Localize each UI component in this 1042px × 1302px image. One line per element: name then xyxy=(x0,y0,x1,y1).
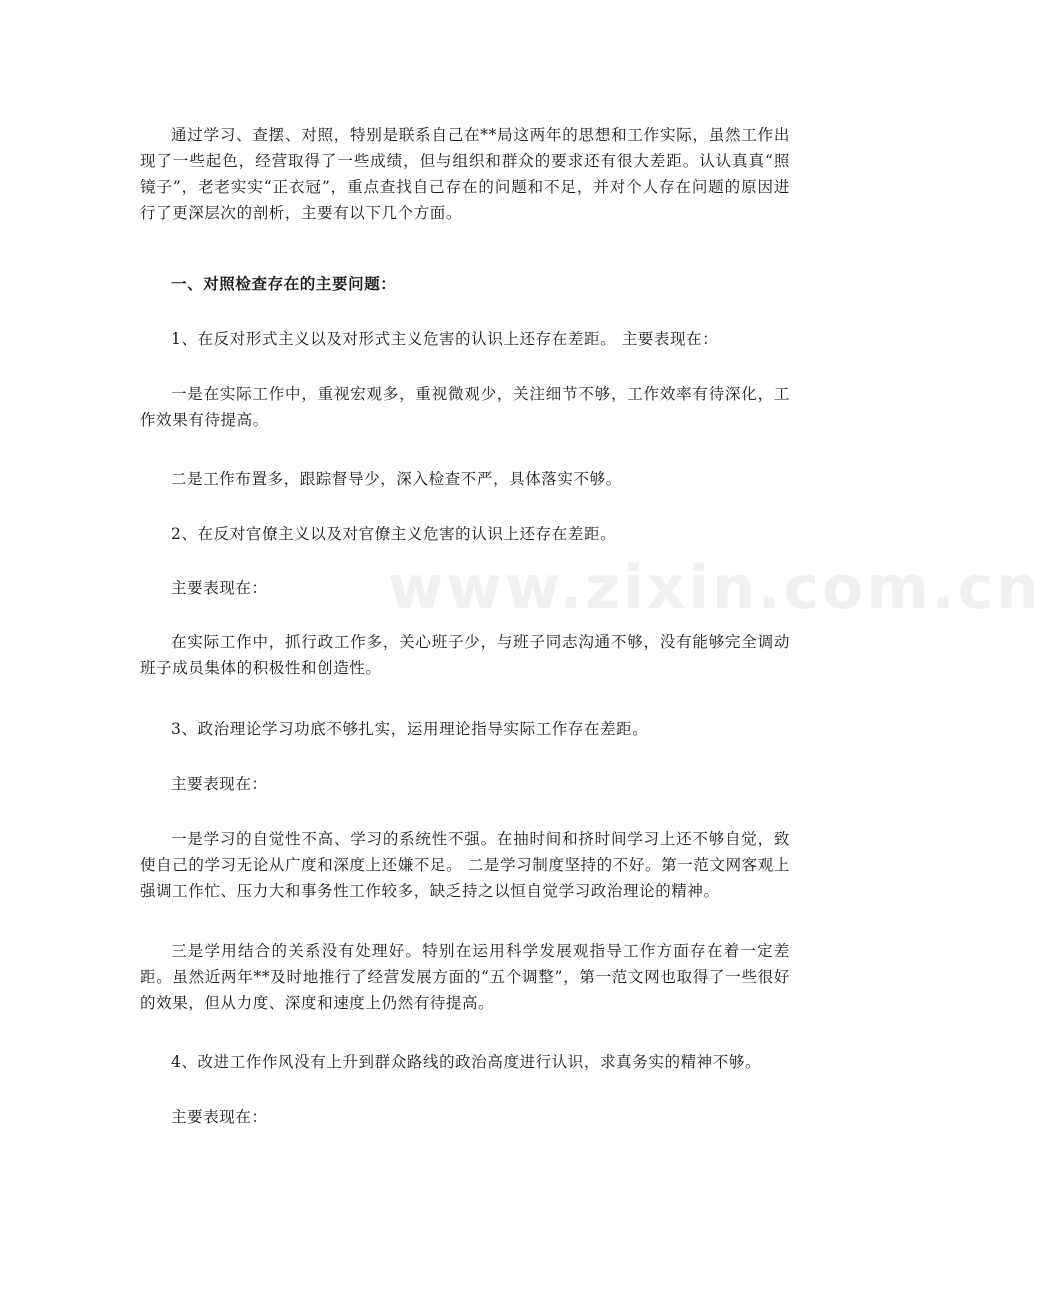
intro-paragraph: 通过学习、查摆、对照，特别是联系自己在**局这两年的思想和工作实际，虽然工作出现了一些起色，经营取得了一些成绩，但与组织和群众的要求还有很大差距。认认真真“照镜子”，老老实实“正衣冠”，重点查找自己存在的问题和不足，并对个人存在问题的原因进行了更深层次的剖析，主要有以下几个方面。 xyxy=(140,126,790,222)
item-1-point-1: 一是在实际工作中，重视宏观多，重视微观少，关注细节不够，工作效率有待深化，工作效果有待提高。 xyxy=(140,385,790,429)
section-heading: 一、对照检查存在的主要问题： xyxy=(171,274,397,293)
watermark: www.zixin.com.cn xyxy=(388,553,1042,623)
item-3-heading: 3、政治理论学习功底不够扎实，运用理论指导实际工作存在差距。 xyxy=(171,720,649,738)
item-1-heading: 1、在反对形式主义以及对形式主义危害的认识上还存在差距。 主要表现在： xyxy=(171,330,719,348)
item-1-point-2: 二是工作布置多，跟踪督导少，深入检查不严，具体落实不够。 xyxy=(171,470,622,488)
item-2-subheading: 主要表现在： xyxy=(171,579,268,597)
item-4-heading: 4、改进工作作风没有上升到群众路线的政治高度进行认识，求真务实的精神不够。 xyxy=(171,1053,762,1071)
item-2-heading: 2、在反对官僚主义以及对官僚主义危害的认识上还存在差距。 xyxy=(171,525,617,543)
item-3-point-1-2: 一是学习的自觉性不高、学习的系统性不强。在抽时间和挤时间学习上还不够自觉，致使自己的学习无论从广度和深度上还嫌不足。 二是学习制度坚持的不好。第一范文网客观上强调工作忙、压力大和事务性工作较多，缺乏持之以恒自觉学习政治理论的精神。 xyxy=(140,830,790,900)
item-4-subheading: 主要表现在： xyxy=(171,1108,268,1126)
item-3-subheading: 主要表现在： xyxy=(171,775,268,793)
item-2-point-1: 在实际工作中，抓行政工作多，关心班子少，与班子同志沟通不够，没有能够完全调动班子成员集体的积极性和创造性。 xyxy=(140,633,790,677)
item-3-point-3: 三是学用结合的关系没有处理好。特别在运用科学发展观指导工作方面存在着一定差距。虽然近两年**及时地推行了经营发展方面的“五个调整”，第一范文网也取得了一些很好的效果，但从力度、深度和速度上仍然有待提高。 xyxy=(140,942,790,1012)
